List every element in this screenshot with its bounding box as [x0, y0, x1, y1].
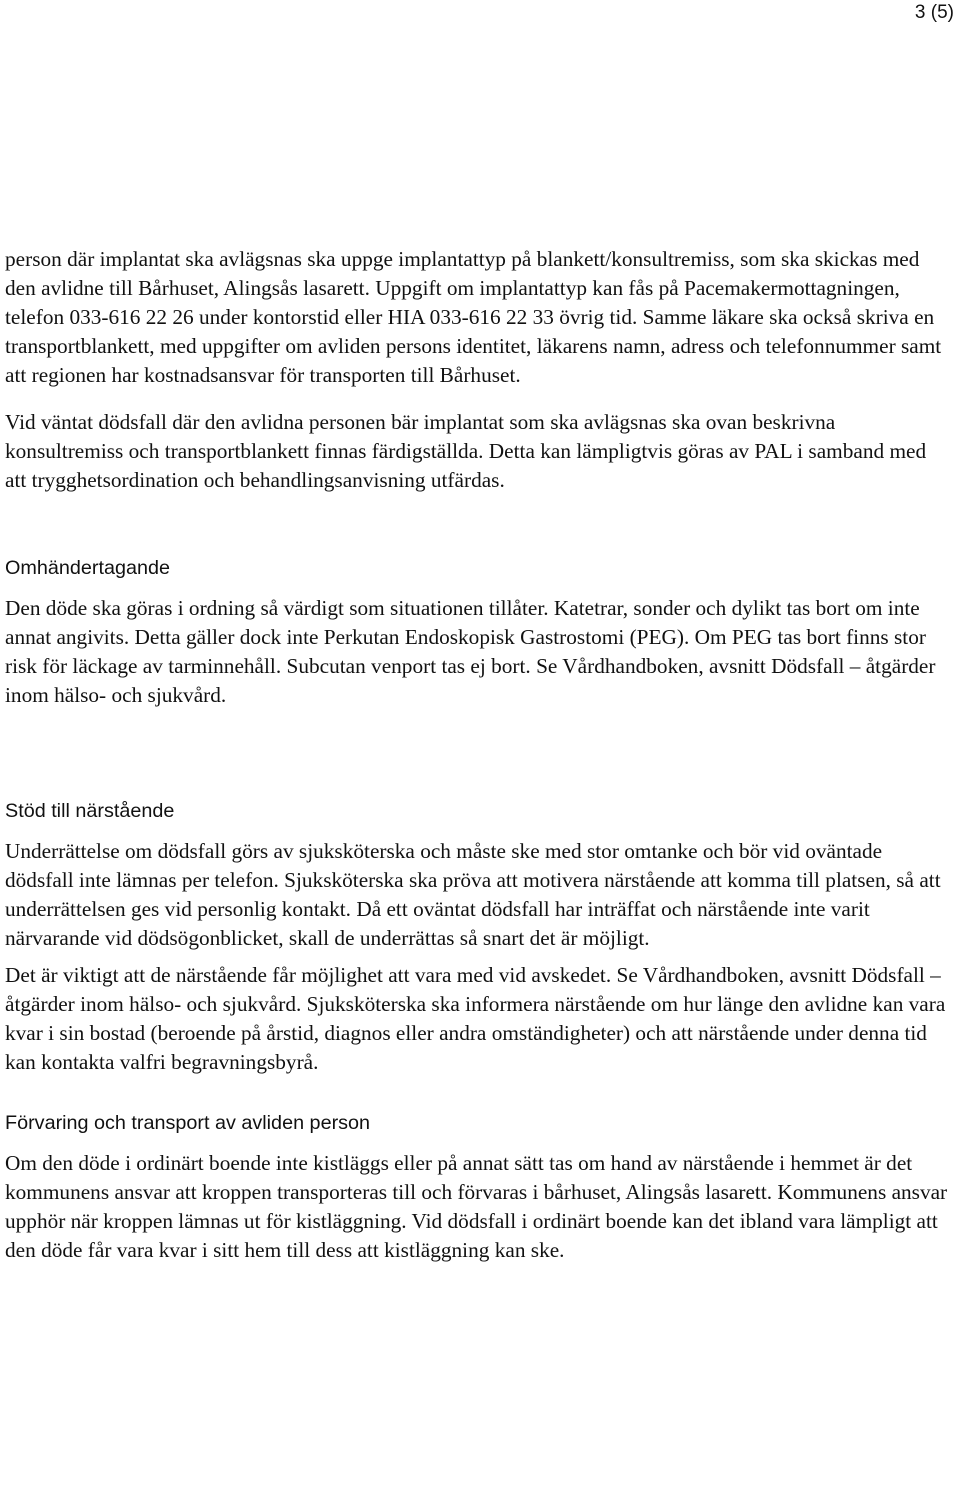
document-body	[5, 245, 950, 1265]
expected-death-paragraph: Vid väntat dödsfall där den avlidna personen bär implantat som ska avlägsnas ska ovan beskrivna konsultremiss och transportblankett finnas färdigställda. Detta kan lämpligtvis göras av PAL i samband med att trygghetsordination och behandlingsanvisning utfärdas.	[5, 410, 927, 492]
support-paragraph-2: Det är viktigt att de närstående får möjlighet att vara med vid avskedet. Se Vårdhandboken, avsnitt Dödsfall – åtgärder inom hälso- och sjukvård. Sjuksköterska ska informera närstående om hur länge den avlidne kan vara kvar i sin bostad (beroende på årstid, diagnos eller andra omständigheter) och att närstående under denna tid kan kontakta valfri begravningsbyrå.	[5, 963, 946, 1074]
page-number: 3 (5)	[914, 2, 954, 23]
implant-paragraph: person där implantat ska avlägsnas ska uppge implantattyp på blankett/konsultremiss, som ska skickas med den avlidne till Bårhuset, Alingsås lasarett. Uppgift om implantattyp kan fås på Pacemakermottagningen, telefon 033-616 22 26 under kontorstid eller HIA 033-616 22 33 övrig tid. Samme läkare ska också skriva en transportblankett, med uppgifter om avliden persons identitet, läkarens namn, adress och telefonnummer samt att regionen har kostnadsansvar för transporten till Bårhuset.	[5, 247, 942, 387]
storage-paragraph: Om den döde i ordinärt boende inte kistläggs eller på annat sätt tas om hand av närstående i hemmet är det kommunens ansvar att kroppen transporteras till och förvaras i bårhuset, Alingsås lasarett. Kommunens ansvar upphör när kroppen lämnas ut för kistläggning. Vid dödsfall i ordinärt boende kan det ibland vara lämpligt att den döde får vara kvar i sitt hem till dess att kistläggning kan ske.	[5, 1151, 948, 1262]
care-paragraph: Den döde ska göras i ordning så värdigt som situationen tillåter. Katetrar, sonder och dylikt tas bort om inte annat angivits. Detta gäller dock inte Perkutan Endoskopisk Gastrostomi (PEG). Om PEG tas bort finns stor risk för läckage av tarminnehåll. Subcutan venport tas ej bort. Se Vårdhandboken, avsnitt Dödsfall – åtgärder inom hälso- och sjukvård.	[5, 596, 936, 707]
care-heading: Omhändertagande	[5, 557, 170, 579]
storage-heading: Förvaring och transport av avliden person	[5, 1112, 371, 1134]
support-heading: Stöd till närstående	[5, 800, 175, 822]
support-paragraph-1: Underrättelse om dödsfall görs av sjuksköterska och måste ske med stor omtanke och bör vid oväntade dödsfall inte lämnas per telefon. Sjuksköterska ska pröva att motivera närstående att komma till platsen, så att underrättelsen ges vid personlig kontakt. Då ett oväntat dödsfall har inträffat och närstående inte varit närvarande vid dödsögonblicket, skall de underrättas så snart det är möjligt.	[5, 839, 941, 950]
